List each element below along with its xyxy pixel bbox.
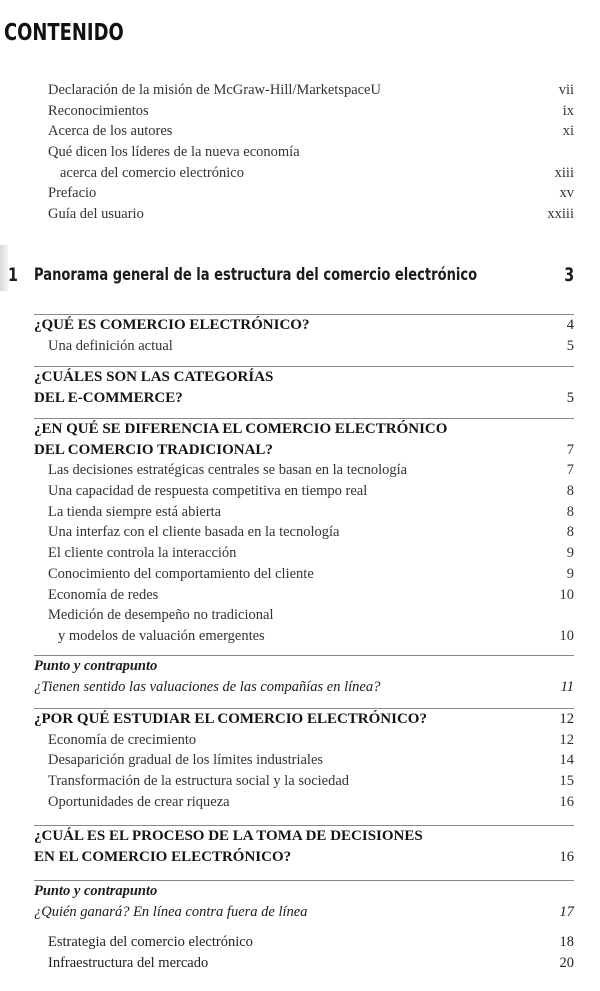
- entry-page-number: 7: [566, 462, 574, 479]
- entry-title: ¿QUÉ ES COMERCIO ELECTRÓNICO?: [34, 317, 310, 333]
- toc-section: [34, 655, 574, 697]
- entry-page-number: 8: [566, 524, 574, 541]
- entry-title: ¿Quién ganará? En línea contra fuera de línea: [34, 903, 308, 920]
- toc-entry[interactable]: [34, 826, 574, 847]
- toc-entry[interactable]: [34, 626, 574, 647]
- entry-page-number: xi: [562, 123, 574, 140]
- entry-page-number: 10: [559, 627, 574, 644]
- front-matter-entry[interactable]: [48, 142, 574, 163]
- entry-page-number: 16: [559, 793, 574, 810]
- entry-title: Declaración de la misión de McGraw-Hill/MarketspaceU: [48, 82, 381, 98]
- page-title: CONTENIDO: [4, 20, 124, 46]
- entry-title: ¿CUÁL ES EL PROCESO DE LA TOMA DE DECISIONES: [34, 828, 423, 844]
- chapter-heading[interactable]: [8, 264, 574, 290]
- front-matter-entry[interactable]: [48, 80, 574, 101]
- toc-entry[interactable]: [34, 881, 574, 902]
- toc-entry[interactable]: [34, 792, 574, 813]
- toc-section: [34, 880, 574, 922]
- entry-title: Economía de crecimiento: [48, 731, 197, 748]
- entry-page-number: ix: [562, 102, 574, 119]
- toc-entry[interactable]: [34, 932, 574, 953]
- entry-page-number: 15: [559, 773, 574, 790]
- entry-title: Prefacio: [48, 185, 97, 202]
- front-matter-list: [48, 80, 574, 225]
- entry-page-number: 16: [559, 848, 574, 865]
- entry-title: Reconocimientos: [48, 102, 149, 119]
- toc-entry[interactable]: [34, 677, 574, 698]
- entry-title: El cliente controla la interacción: [48, 545, 237, 562]
- entry-title: ¿POR QUÉ ESTUDIAR EL COMERCIO ELECTRÓNICO?: [34, 711, 427, 727]
- entry-title: ¿CUÁLES SON LAS CATEGORÍAS: [34, 369, 274, 385]
- toc-entry[interactable]: [34, 585, 574, 606]
- front-matter-entry[interactable]: [48, 183, 574, 204]
- chapter-title: Panorama general de la estructura del comercio electrónico: [34, 265, 478, 285]
- toc-entry[interactable]: [34, 564, 574, 585]
- entry-title: Estrategia del comercio electrónico: [48, 934, 253, 950]
- entry-page-number: 12: [559, 731, 574, 748]
- toc-section: [34, 366, 574, 408]
- entry-title: Desaparición gradual de los límites industriales: [48, 752, 324, 769]
- entry-page-number: 9: [566, 565, 574, 582]
- entry-page-number: 9: [566, 545, 574, 562]
- entry-title: Transformación de la estructura social y la sociedad: [48, 773, 350, 790]
- entry-title: La tienda siempre está abierta: [48, 503, 222, 520]
- entry-page-number: 5: [566, 389, 574, 406]
- entry-title: Las decisiones estratégicas centrales se basan en la tecnología: [48, 462, 408, 479]
- entry-title: Conocimiento del comportamiento del cliente: [48, 565, 314, 582]
- toc-section: [34, 708, 574, 812]
- toc-entry[interactable]: [34, 847, 574, 868]
- toc-entry[interactable]: [34, 440, 574, 461]
- entry-page-number: 12: [559, 711, 574, 727]
- entry-page-number: 20: [559, 954, 574, 971]
- entry-page-number: xiii: [554, 164, 574, 181]
- entry-title: DEL COMERCIO TRADICIONAL?: [34, 441, 273, 458]
- toc-entry[interactable]: [34, 460, 574, 481]
- entry-page-number: 8: [566, 503, 574, 520]
- entry-page-number: xv: [559, 185, 574, 202]
- entry-title: EN EL COMERCIO ELECTRÓNICO?: [34, 848, 292, 865]
- toc-entry[interactable]: [34, 605, 574, 626]
- entry-title: Economía de redes: [48, 586, 159, 603]
- entry-page-number: 4: [566, 317, 574, 333]
- toc-entry[interactable]: [34, 315, 574, 336]
- entry-title: Oportunidades de crear riqueza: [48, 793, 230, 810]
- toc-entry[interactable]: [34, 481, 574, 502]
- entry-page-number: xxiii: [547, 206, 574, 223]
- entry-title: acerca del comercio electrónico: [60, 164, 244, 181]
- entry-title: Medición de desempeño no tradicional: [48, 607, 274, 624]
- entry-page-number: 8: [566, 483, 574, 500]
- entry-title: Qué dicen los líderes de la nueva economía: [48, 144, 300, 161]
- entry-title: Una capacidad de respuesta competitiva en tiempo real: [48, 483, 368, 500]
- toc-section: [34, 932, 574, 973]
- entry-title: Una definición actual: [48, 337, 173, 354]
- entry-page-number: 10: [559, 586, 574, 603]
- front-matter-entry[interactable]: [48, 163, 574, 184]
- entry-page-number: 14: [559, 752, 574, 769]
- entry-page-number: 17: [559, 903, 574, 920]
- toc-section: [34, 418, 574, 647]
- toc-entry[interactable]: [34, 367, 574, 388]
- toc-entry[interactable]: [34, 656, 574, 677]
- toc-entry[interactable]: [34, 543, 574, 564]
- entry-title: ¿Tienen sentido las valuaciones de las compañías en línea?: [34, 678, 381, 695]
- toc-entry[interactable]: [34, 709, 574, 730]
- chapter-number: 1: [8, 264, 18, 286]
- front-matter-entry[interactable]: [48, 204, 574, 225]
- chapter-page-number: 3: [564, 264, 574, 286]
- toc-section: [34, 314, 574, 356]
- toc-entry[interactable]: [34, 522, 574, 543]
- entry-page-number: 11: [560, 678, 574, 695]
- entry-title: Guía del usuario: [48, 206, 144, 223]
- front-matter-entry[interactable]: [48, 121, 574, 142]
- entry-page-number: 7: [566, 441, 574, 458]
- entry-title: DEL E-COMMERCE?: [34, 389, 183, 406]
- toc-entry[interactable]: [34, 388, 574, 409]
- toc-entry[interactable]: [34, 730, 574, 751]
- entry-page-number: vii: [558, 82, 574, 98]
- toc-entry[interactable]: [34, 336, 574, 357]
- entry-page-number: 18: [559, 934, 574, 950]
- toc-entry[interactable]: [34, 419, 574, 440]
- toc-entry[interactable]: [34, 902, 574, 923]
- page-edge-shadow: [0, 245, 8, 291]
- entry-title: Una interfaz con el cliente basada en la tecnología: [48, 524, 340, 541]
- toc-entry[interactable]: [34, 502, 574, 523]
- front-matter-entry[interactable]: [48, 101, 574, 122]
- toc-section: [34, 825, 574, 867]
- entry-title: y modelos de valuación emergentes: [58, 627, 265, 644]
- entry-title: Punto y contrapunto: [34, 883, 158, 899]
- toc-entry[interactable]: [34, 771, 574, 792]
- entry-title: Acerca de los autores: [48, 123, 173, 140]
- toc-entry[interactable]: [34, 750, 574, 771]
- entry-title: ¿EN QUÉ SE DIFERENCIA EL COMERCIO ELECTRÓNICO: [34, 421, 448, 437]
- toc-entry[interactable]: [34, 953, 574, 974]
- entry-page-number: 5: [566, 337, 574, 354]
- entry-title: Infraestructura del mercado: [48, 954, 209, 971]
- entry-title: Punto y contrapunto: [34, 658, 158, 674]
